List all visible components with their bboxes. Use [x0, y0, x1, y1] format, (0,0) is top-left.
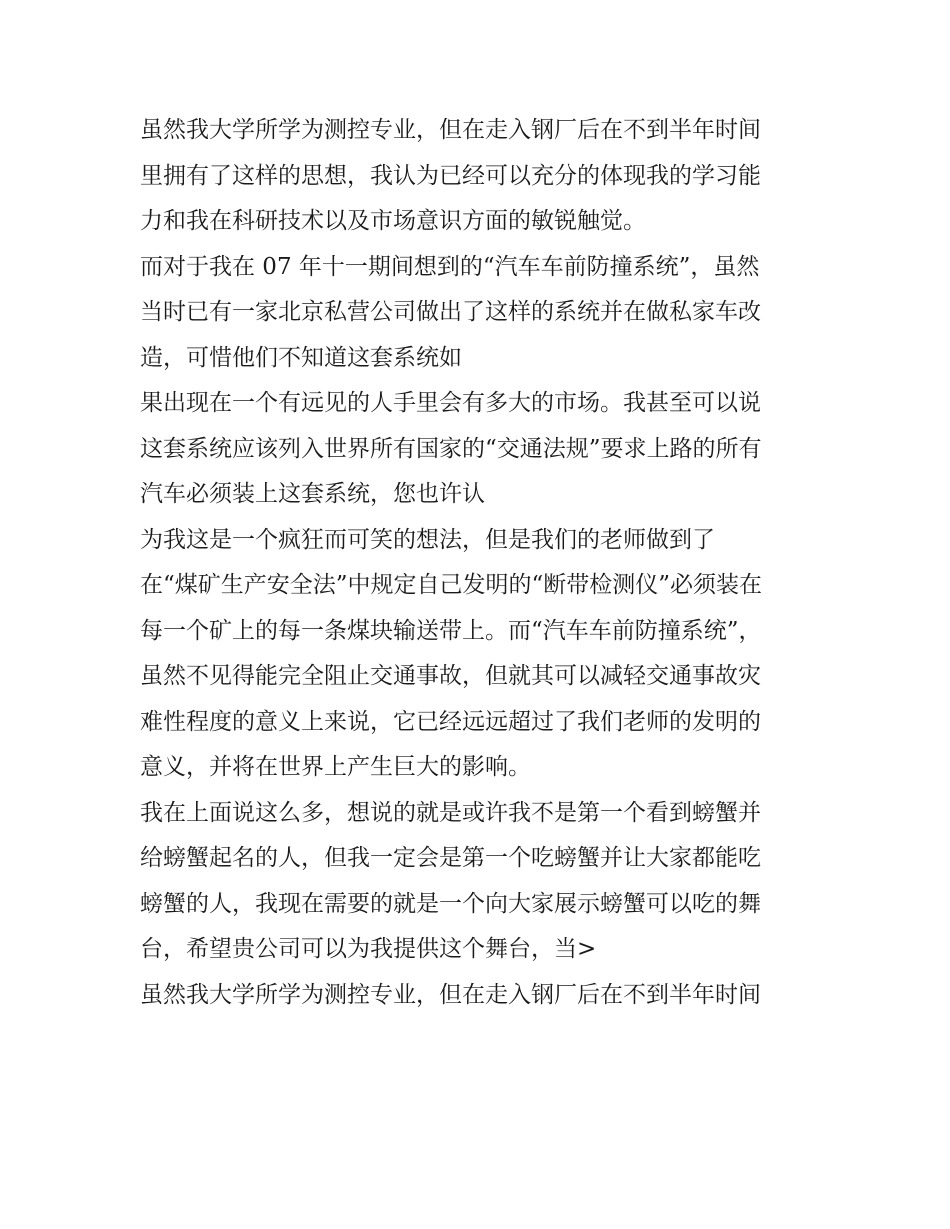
text-line: 为我这是一个疯狂而可笑的想法，但是我们的老师做到了 [140, 526, 715, 553]
text-line: 力和我在科研技术以及市场意识方面的敏锐触觉。 [140, 208, 646, 234]
text-line: 里拥有了这样的思想，我认为已经可以充分的体现我的学习能 [140, 162, 761, 189]
text-line: 意义，并将在世界上产生巨大的影响。 [140, 754, 531, 780]
text-line: 在“煤矿生产安全法”中规定自己发明的“断带检测仪”必须装在 [140, 572, 763, 598]
text-line: 我在上面说这么多，想说的就是或许我不是第一个看到螃蟹并 [140, 799, 761, 826]
text-line: 果出现在一个有远见的人手里会有多大的市场。我甚至可以说 [140, 390, 761, 416]
text-line: 台，希望贵公司可以为我提供这个舞台，当> [140, 936, 597, 962]
text-line: 虽然不见得能完全阻止交通事故，但就其可以减轻交通事故灾 [140, 663, 761, 689]
text-line: 每一个矿上的每一条煤块输送带上。而“汽车车前防撞系统”， [140, 617, 762, 644]
text-line: 虽然我大学所学为测控专业，但在走入钢厂后在不到半年时间 [140, 981, 761, 1008]
text-line: 造，可惜他们不知道这套系统如 [140, 344, 462, 371]
text-line: 螃蟹的人，我现在需要的就是一个向大家展示螃蟹可以吃的舞 [140, 890, 761, 917]
document-body [140, 110, 820, 1020]
text-line: 给螃蟹起名的人，但我一定会是第一个吃螃蟹并让大家都能吃 [140, 845, 761, 871]
text-line: 这套系统应该列入世界所有国家的“交通法规”要求上路的所有 [140, 435, 762, 462]
text-line: 汽车必须装上这套系统，您也许认 [140, 481, 485, 507]
text-line: 而对于我在 07 年十一期间想到的“汽车车前防撞系统”，虽然 [140, 253, 760, 280]
text-line: 当时已有一家北京私营公司做出了这样的系统并在做私家车改 [140, 299, 761, 325]
text-line: 虽然我大学所学为测控专业，但在走入钢厂后在不到半年时间 [140, 117, 761, 143]
text-line: 难性程度的意义上来说，它已经远远超过了我们老师的发明的 [140, 708, 761, 735]
